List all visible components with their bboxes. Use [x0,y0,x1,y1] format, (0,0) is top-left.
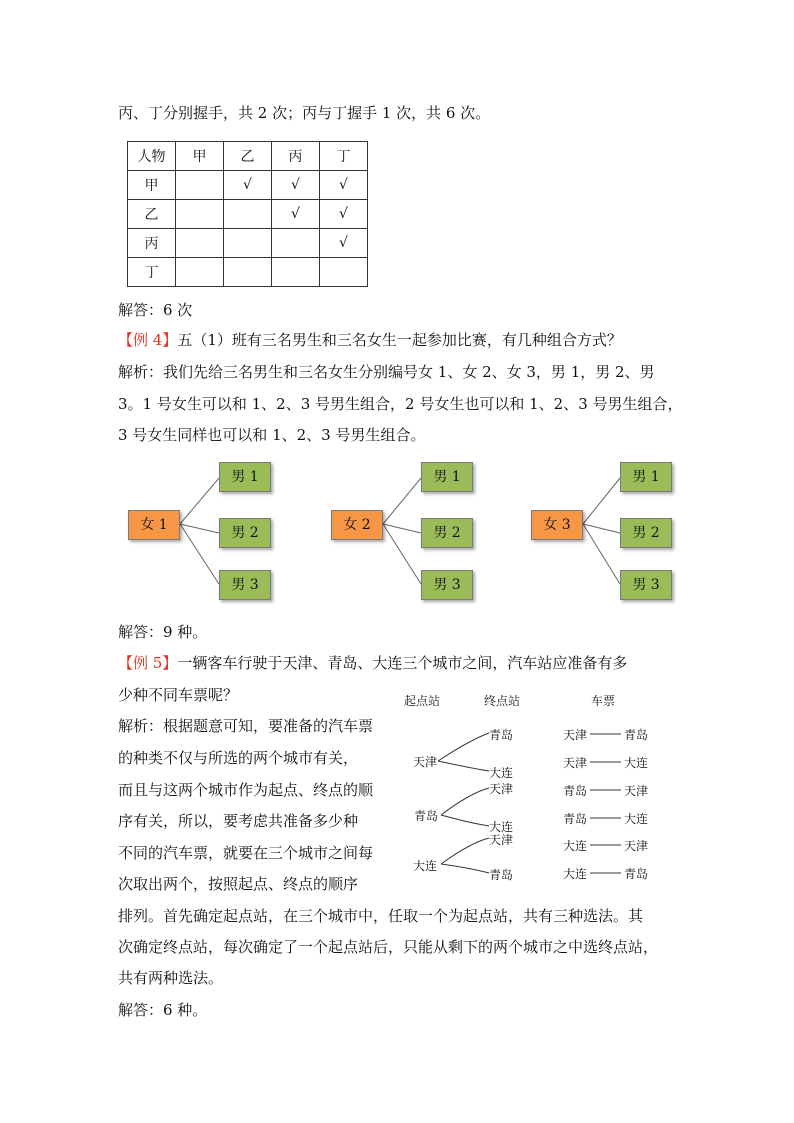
tree-leaf-boy: 男 1 [620,462,672,492]
tree-leaf-boy: 男 3 [219,570,271,600]
diagram-start-city: 青岛 [414,809,439,823]
table-cell [176,200,224,229]
example5-analysis-line: 排列。首先确定起点站，在三个城市中，任取一个为起点站，共有三种选法。其 [118,907,644,925]
table-cell: 乙 [128,200,176,229]
diagram-end-city: 大连 [489,820,514,834]
ticket-to: 大连 [624,756,649,770]
example4-analysis-line: 3。1 号女生可以和 1、2、3 号男生组合，2 号女生也可以和 1、2、3 号男生组合， [118,395,683,413]
example4-question-text: 五（1）班有三名男生和三名女生一起参加比赛，有几种组合方式？ [177,331,622,349]
example5-analysis-line: 的种类不仅与所选的两个城市有关， [118,749,359,767]
ticket-to: 天津 [624,784,649,798]
ticket-from: 大连 [563,839,588,853]
table-cell [176,229,224,258]
table-header-cell: 乙 [224,142,272,171]
ticket-from: 青岛 [563,812,588,826]
table-cell: √ [320,171,368,200]
ticket-from: 大连 [563,867,588,881]
diagram-header-end: 终点站 [484,694,521,708]
tree-root-girl-2: 女 2 [331,510,383,540]
tree-root-girl-1: 女 1 [128,510,180,540]
table-row [128,258,368,287]
tree-root-girl-3: 女 3 [531,510,583,540]
tree-leaf-boy: 男 3 [421,570,473,600]
table-header-cell: 人物 [128,142,176,171]
answer-1: 解答：6 次 [118,301,193,319]
example5-analysis-line: 共有两种选法。 [118,969,224,987]
diagram-end-city: 天津 [489,833,514,847]
table-cell: √ [224,171,272,200]
diagram-end-city: 天津 [489,782,514,796]
table-cell: 丙 [128,229,176,258]
ticket-to: 青岛 [624,867,649,881]
tree-leaf-boy: 男 1 [421,462,473,492]
example4-analysis-line: 3 号女生同样也可以和 1、2、3 号男生组合。 [118,426,426,444]
diagram-header-start: 起点站 [404,694,441,708]
table-header-cell: 甲 [176,142,224,171]
ticket-from: 天津 [563,756,588,770]
table-cell: 甲 [128,171,176,200]
example5-analysis-line: 次取出两个，按照起点、终点的顺序 [118,875,359,893]
table-cell [176,171,224,200]
example5-question-text: 一辆客车行驶于天津、青岛、大连三个城市之间，汽车站应准备有多 [177,654,628,672]
table-cell: √ [320,200,368,229]
example5-analysis-line: 解析：根据题意可知，要准备的汽车票 [118,717,374,735]
table-cell: √ [272,171,320,200]
table-row [128,171,368,200]
example4-answer: 解答：9 种。 [118,623,208,641]
table-cell [272,258,320,287]
example5-answer: 解答：6 种。 [118,1001,208,1019]
diagram-end-city: 青岛 [489,868,514,882]
ticket-from: 青岛 [563,784,588,798]
table-cell [224,258,272,287]
table-cell: √ [320,229,368,258]
example5-tag: 【例 5】 [118,654,178,672]
table-cell [224,229,272,258]
intro-line: 丙、丁分别握手，共 2 次；丙与丁握手 1 次，共 6 次。 [118,104,491,122]
diagram-end-city: 青岛 [489,728,514,742]
table-row [128,200,368,229]
table-header-row [128,142,368,171]
table-cell [272,229,320,258]
handshake-table [127,141,368,287]
table-row [128,229,368,258]
diagram-start-city: 大连 [413,859,438,873]
diagram-end-city: 大连 [489,766,514,780]
table-cell: √ [272,200,320,229]
example5-analysis-line: 而且与这两个城市作为起点、终点的顺 [118,781,374,799]
example4-tag: 【例 4】 [118,331,178,349]
ticket-from: 天津 [563,728,588,742]
example5-analysis-line: 序有关，所以，要考虑共准备多少种 [118,812,359,830]
tree-leaf-boy: 男 2 [620,518,672,548]
table-cell [224,200,272,229]
example5-analysis-line: 不同的汽车票，就要在三个城市之间每 [118,844,374,862]
ticket-to: 大连 [624,812,649,826]
tree-leaf-boy: 男 2 [219,518,271,548]
tree-leaf-boy: 男 2 [421,518,473,548]
tree-leaf-boy: 男 3 [620,570,672,600]
example4-analysis-line: 解析：我们先给三名男生和三名女生分别编号女 1、女 2、女 3，男 1，男 2、男 [118,363,655,381]
table-cell: 丁 [128,258,176,287]
ticket-to: 青岛 [624,728,649,742]
example5-question-line1 [118,653,627,673]
diagram-start-city: 天津 [413,755,438,769]
table-header-cell: 丁 [320,142,368,171]
tree-leaf-boy: 男 1 [219,462,271,492]
table-header-cell: 丙 [272,142,320,171]
diagram-header-ticket: 车票 [591,694,616,708]
table-cell [320,258,368,287]
example5-analysis-line: 次确定终点站，每次确定了一个起点站后，只能从剩下的两个城市之中选终点站， [118,938,659,956]
example4-question [118,330,622,350]
table-cell [176,258,224,287]
ticket-to: 天津 [624,839,649,853]
example5-question-line2: 少种不同车票呢？ [118,686,239,704]
